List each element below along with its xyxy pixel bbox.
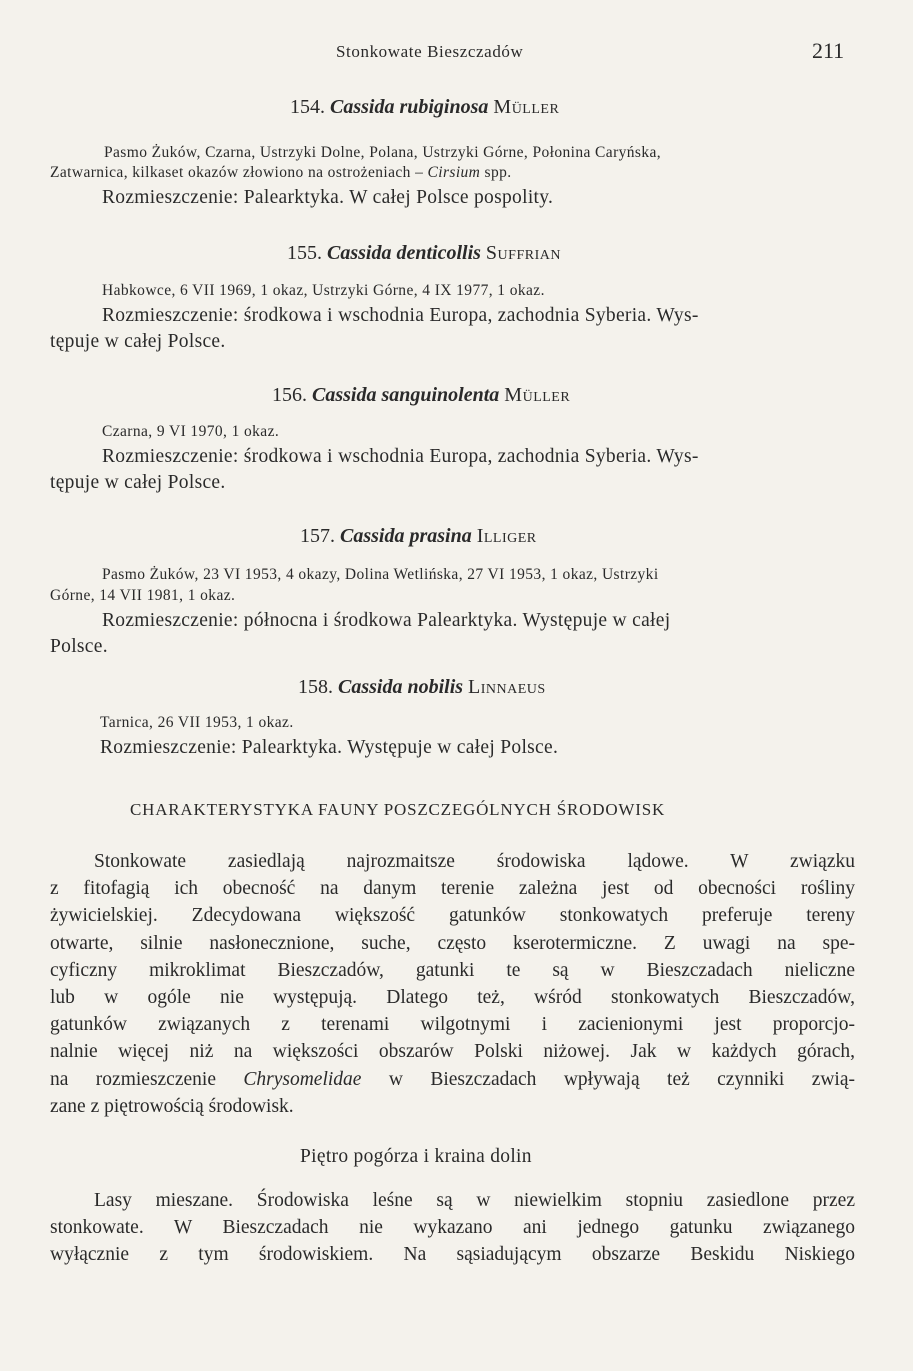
distribution-line: Rozmieszczenie: środkowa i wschodnia Europa, zachodnia Syberia. Wys- <box>102 305 699 326</box>
species-heading-156: 156. Cassida sanguinolenta Müller <box>272 384 571 406</box>
distribution-line: tępuje w całej Polsce. <box>50 472 226 493</box>
locality-line: Pasmo Żuków, 23 VI 1953, 4 okazy, Dolina Wetlińska, 27 VI 1953, 1 okaz, Ustrzyki <box>102 566 659 583</box>
paragraph-line: nalnie więcej niż na większości obszarów Polski niżowej. Jak w każdych górach, <box>50 1041 855 1063</box>
paragraph-line: z fitofagią ich obecność na danym terenie zależna jest od obecności rośliny <box>50 878 855 900</box>
paragraph-habitats <box>50 848 855 1120</box>
distribution-line: Rozmieszczenie: północna i środkowa Palearktyka. Występuje w całej <box>102 610 671 631</box>
locality-line: Czarna, 9 VI 1970, 1 okaz. <box>102 423 280 440</box>
paragraph-line: wyłącznie z tym środowiskiem. Na sąsiadującym obszarze Beskidu Niskiego <box>50 1244 855 1266</box>
locality-line: Zatwarnica, kilkaset okazów złowiono na ostrożeniach – Cirsium spp. <box>50 164 512 181</box>
distribution-line: Rozmieszczenie: Palearktyka. Występuje w całej Polsce. <box>100 737 559 758</box>
locality-line: Pasmo Żuków, Czarna, Ustrzyki Dolne, Polana, Ustrzyki Górne, Połonina Caryńska, <box>104 144 662 161</box>
running-title: Stonkowate Bieszczadów <box>336 42 524 61</box>
paragraph-line: stonkowate. W Bieszczadach nie wykazano ani jednego gatunku związanego <box>50 1217 855 1239</box>
distribution-line: tępuje w całej Polsce. <box>50 331 226 352</box>
species-heading-158: 158. Cassida nobilis Linnaeus <box>298 676 546 698</box>
locality-line: Habkowce, 6 VII 1969, 1 okaz, Ustrzyki Górne, 4 IX 1977, 1 okaz. <box>102 282 545 299</box>
distribution-line: Rozmieszczenie: Palearktyka. W całej Polsce pospolity. <box>102 187 554 208</box>
paragraph-line: lub w ogóle nie występują. Dlatego też, wśród stonkowatych Bieszczadów, <box>50 986 855 1008</box>
distribution-line: Rozmieszczenie: środkowa i wschodnia Europa, zachodnia Syberia. Wys- <box>102 446 699 467</box>
paragraph-line: żywicielskiej. Zdecydowana większość gatunków stonkowatych preferuje tereny <box>50 905 855 927</box>
species-heading-155: 155. Cassida denticollis Suffrian <box>287 242 561 264</box>
paragraph-mixed-forests <box>50 1187 855 1269</box>
paragraph-line: Lasy mieszane. Środowiska leśne są w niewielkim stopniu zasiedlone przez <box>94 1190 855 1211</box>
species-heading-157: 157. Cassida prasina Illiger <box>300 525 537 547</box>
section-title: CHARAKTERYSTYKA FAUNY POSZCZEGÓLNYCH ŚRODOWISK <box>130 800 666 819</box>
paragraph-line: zane z piętrowością środowisk. <box>50 1095 294 1117</box>
paragraph-line: gatunków związanych z terenami wilgotnymi i zacienionymi jest proporcjo- <box>50 1014 855 1036</box>
species-heading-154: 154. Cassida rubiginosa Müller <box>290 96 560 118</box>
paragraph-line: na rozmieszczenie Chrysomelidae w Bieszczadach wpływają też czynniki zwią- <box>50 1068 855 1090</box>
distribution-line: Polsce. <box>50 636 108 657</box>
page-number: 211 <box>812 38 845 63</box>
paragraph-line: Stonkowate zasiedlają najrozmaitsze środowiska lądowe. W związku <box>94 851 855 872</box>
paragraph-line: cyficzny mikroklimat Bieszczadów, gatunki te są w Bieszczadach nieliczne <box>50 959 855 981</box>
locality-line: Górne, 14 VII 1981, 1 okaz. <box>50 587 236 604</box>
locality-line: Tarnica, 26 VII 1953, 1 okaz. <box>100 714 294 731</box>
paragraph-line: otwarte, silnie nasłonecznione, suche, często kserotermiczne. Z uwagi na spe- <box>50 932 855 954</box>
subsection-title: Piętro pogórza i kraina dolin <box>300 1146 532 1167</box>
